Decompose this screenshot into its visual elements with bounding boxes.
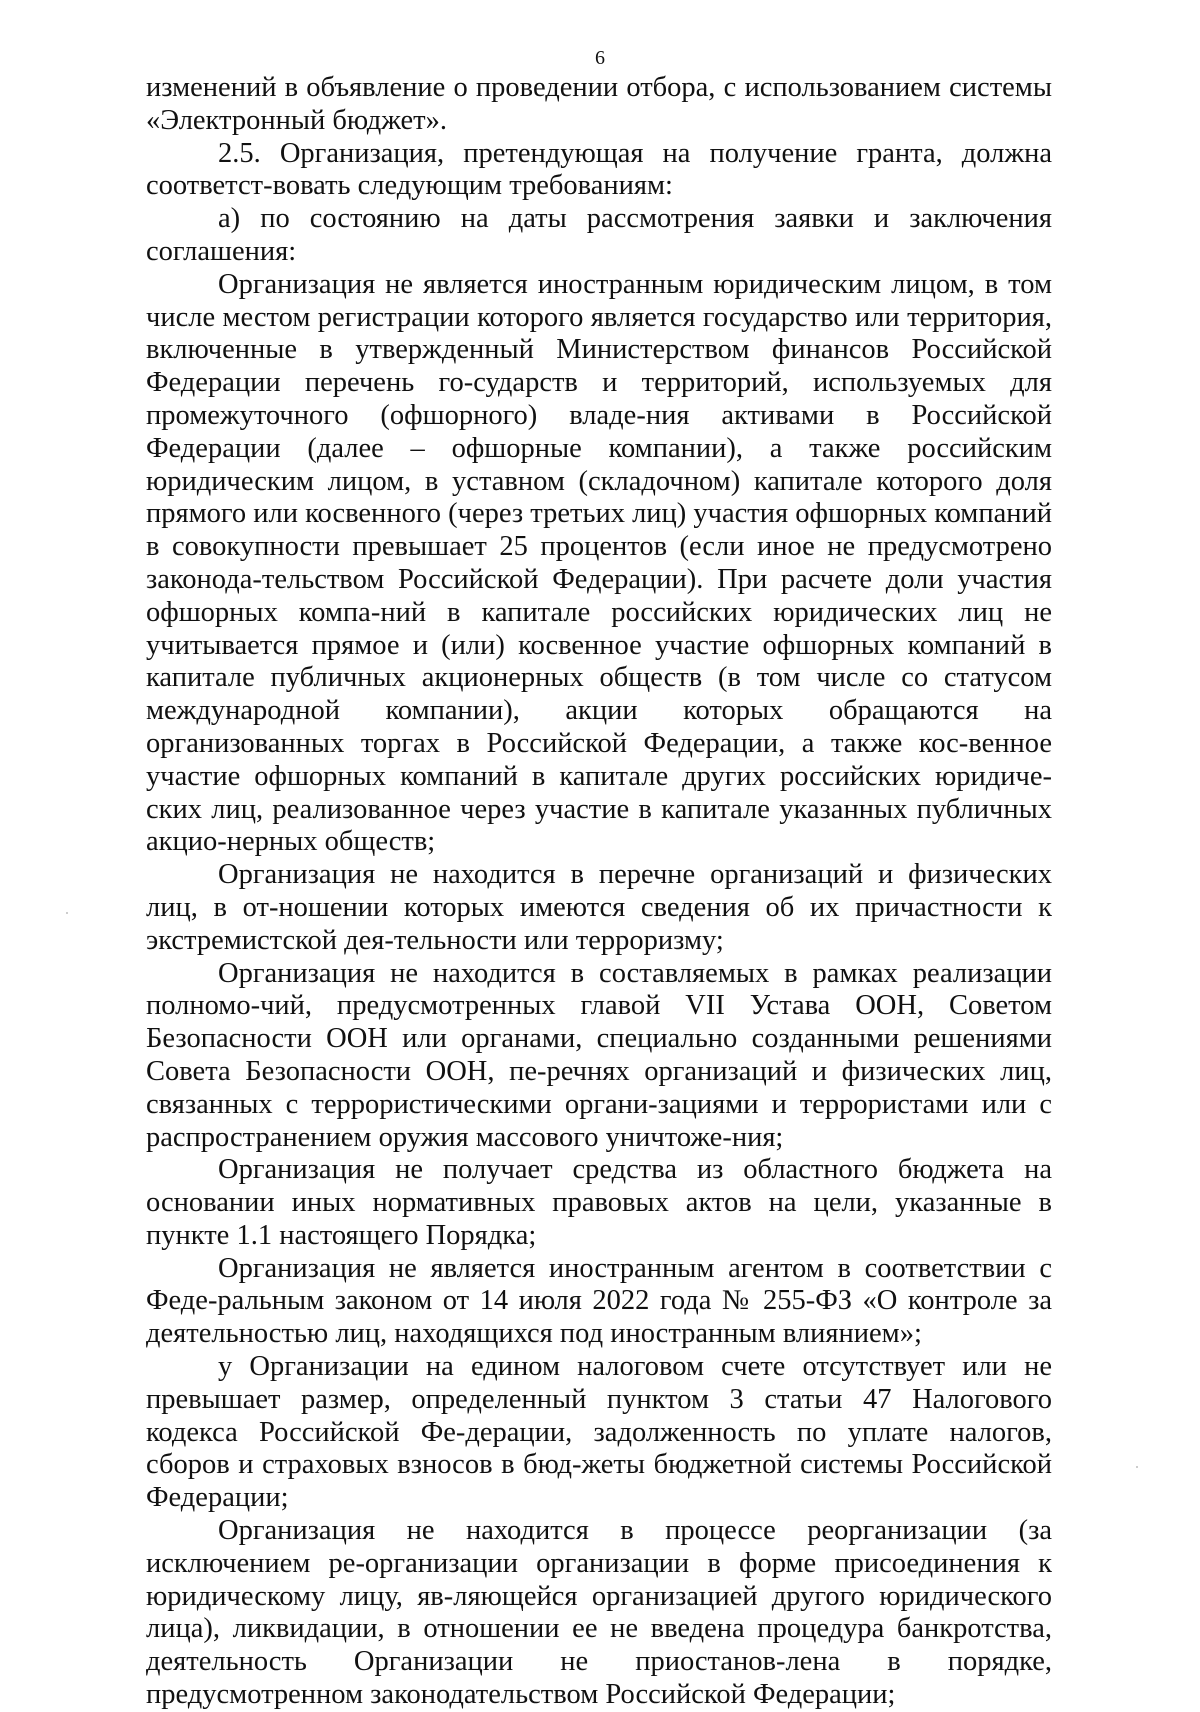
paragraph-continuation: изменений в объявление о проведении отбора, с использованием системы «Электронный бюджет».	[146, 72, 1052, 136]
paragraph-extremism-list: Организация не находится в перечне организаций и физических лиц, в от-ношении которых имеются сведения об их причастности к экстремистской дея-тельности или терроризму;	[146, 859, 1052, 956]
scan-speck	[66, 912, 68, 914]
paragraph-subitem-a: а) по состоянию на даты рассмотрения заявки и заключения соглашения:	[146, 203, 1052, 267]
paragraph-un-sanctions-list: Организация не находится в составляемых в рамках реализации полномо-чий, предусмотренных главой VII Устава ООН, Советом Безопасности ООН или органами, специально созданными решениями Совета Безопасности ООН, пе-речнях организаций и физических лиц, связанных с террористическими органи-зациями и террористами или с распространением оружия массового уничтоже-ния;	[146, 957, 1052, 1153]
paragraph-section-2-5: 2.5. Организация, претендующая на получение гранта, должна соответст-вовать следующим требованиям:	[146, 137, 1052, 202]
paragraph-regional-budget-funds: Организация не получает средства из областного бюджета на основании иных нормативных правовых актов на цели, указанные в пункте 1.1 настоящего Порядка;	[146, 1154, 1052, 1251]
scan-speck	[1136, 1466, 1138, 1468]
paragraph-foreign-agent: Организация не является иностранным агентом в соответствии с Феде-ральным законом от 14 июля 2022 года № 255-ФЗ «О контроле за деятельностью лиц, находящихся под иностранным влиянием»;	[146, 1252, 1052, 1350]
page-number: 6	[595, 47, 605, 69]
paragraph-tax-debt: у Организации на едином налоговом счете отсутствует или не превышает размер, определенный пунктом 3 статьи 47 Налогового кодекса Российской Фе-дерации, задолженность по уплате налогов, сборов и страховых взносов в бюд-жеты бюджетной системы Российской Федерации;	[146, 1351, 1052, 1514]
paragraph-reorganization: Организация не находится в процессе реорганизации (за исключением ре-организации организации в форме присоединения к юридическому лицу, яв-ляющейся организацией другого юридического лица), ликвидации, в отношении ее не введена процедура банкротства, деятельность Организации не приостанов-лена в порядке, предусмотренном законодательством Российской Федерации;	[146, 1515, 1052, 1711]
document-body	[146, 72, 1052, 1712]
paragraph-offshore-requirement: Организация не является иностранным юридическим лицом, в том числе местом регистрации которого является государство или территория, включенные в утвержденный Министерством финансов Российской Федерации перечень го-сударств и территорий, используемых для промежуточного (офшорного) владе-ния активами в Российской Федерации (далее – офшорные компании), а также российским юридическим лицом, в уставном (складочном) капитале которого доля прямого или косвенного (через третьих лиц) участия офшорных компаний в совокупности превышает 25 процентов (если иное не предусмотрено законода-тельством Российской Федерации). При расчете доли участия офшорных компа-ний в капитале российских юридических лиц не учитывается прямое и (или) косвенное участие офшорных компаний в капитале публичных акционерных обществ (в том числе со статусом международной компании), акции которых обращаются на организованных торгах в Российской Федерации, а также кос-венное участие офшорных компаний в капитале других российских юридиче-ских лиц, реализованное через участие в капитале указанных публичных акцио-нерных обществ;	[146, 268, 1052, 858]
